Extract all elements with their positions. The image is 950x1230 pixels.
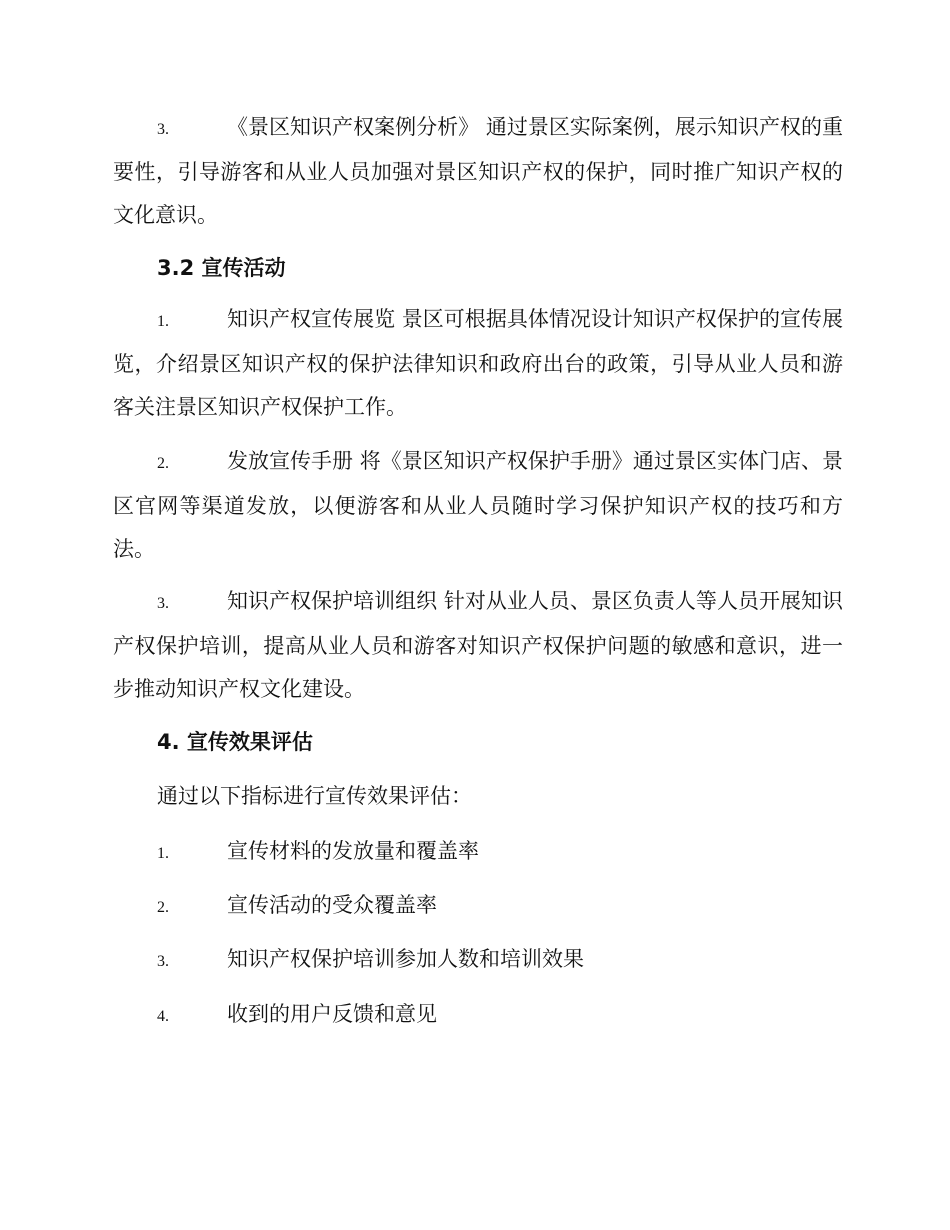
item-title: 《景区知识产权案例分析》: [227, 115, 480, 139]
item-text: 通过景区实际案例，展示知识产权的重要性，引导游客和从业人员加强对景区知识产权的保护，同时推广知识产权的文化意识。: [113, 115, 843, 227]
item-text: 景区可根据具体情况设计知识产权保护的宣传展览，介绍景区知识产权的保护法律知识和政府出台的政策，引导从业人员和游客关注景区知识产权保护工作。: [113, 307, 843, 419]
case-analysis-item: [113, 106, 843, 237]
evaluation-item: [113, 891, 437, 922]
evaluation-intro: 通过以下指标进行宣传效果评估：: [157, 784, 472, 808]
item-title: 知识产权保护培训组织: [227, 589, 438, 613]
evaluation-item: [113, 1000, 437, 1031]
item-text: 收到的用户反馈和意见: [227, 1002, 437, 1026]
section-heading-4: 4. 宣传效果评估: [157, 730, 313, 754]
list-number: 1.: [157, 845, 169, 862]
list-number: 2.: [157, 899, 169, 916]
evaluation-item: [113, 945, 584, 976]
list-number: 2.: [157, 455, 169, 472]
activity-item: [113, 440, 843, 571]
list-number: 3.: [157, 121, 169, 138]
item-text: 宣传材料的发放量和覆盖率: [227, 839, 479, 863]
item-text: 知识产权保护培训参加人数和培训效果: [227, 947, 584, 971]
activity-item: [113, 298, 843, 429]
item-text: 将《景区知识产权保护手册》通过景区实体门店、景区官网等渠道发放，以便游客和从业人员随时学习保护知识产权的技巧和方法。: [113, 449, 843, 561]
item-text: 宣传活动的受众覆盖率: [227, 893, 437, 917]
list-number: 3.: [157, 595, 169, 612]
list-number: 1.: [157, 313, 169, 330]
item-title: 发放宣传手册: [227, 449, 354, 473]
activity-item: [113, 580, 843, 711]
list-number: 3.: [157, 953, 169, 970]
evaluation-item: [113, 837, 479, 868]
list-number: 4.: [157, 1008, 169, 1025]
item-title: 知识产权宣传展览: [227, 307, 396, 331]
item-text: 针对从业人员、景区负责人等人员开展知识产权保护培训，提高从业人员和游客对知识产权保护问题的敏感和意识，进一步推动知识产权文化建设。: [113, 589, 843, 701]
section-heading-3-2: 3.2 宣传活动: [157, 256, 286, 280]
